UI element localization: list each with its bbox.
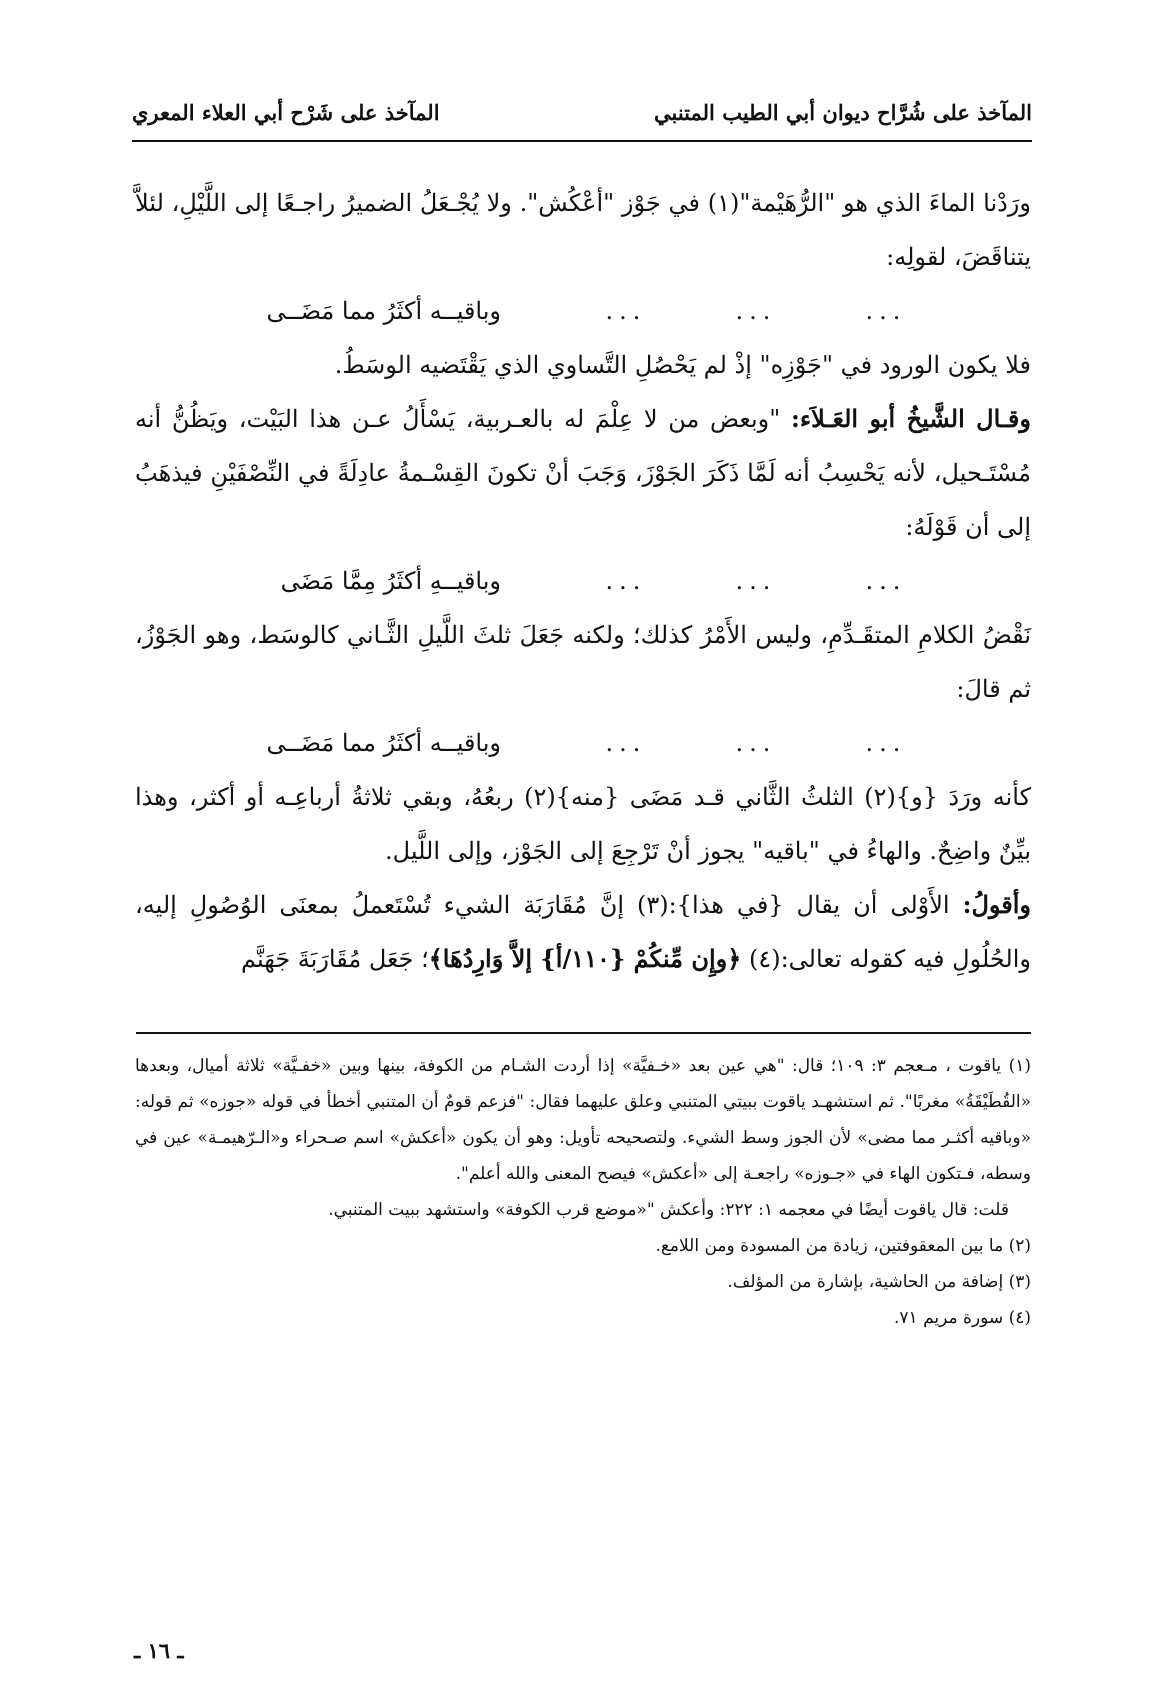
paragraph-6-text-b: ؛ جَعَل مُقَارَبَةَ جَهَنَّم [241, 945, 429, 973]
paragraph-3 [135, 392, 1031, 554]
verse-1-dots-a: ... [865, 297, 907, 325]
verse-2-dots-a: ... [865, 567, 907, 595]
footnote-1-note: قلت: قال ياقوت أيضًا في معجمه ١: ٢٢٢: وأعكش "«موضع قرب الكوفة» واستشهد ببيت المتنبي. [328, 1200, 1009, 1220]
verse-line-1 [135, 284, 1031, 338]
running-header [132, 90, 1032, 142]
verse-line-2 [135, 554, 1031, 608]
quran-quote: ﴿وإِن مِّنكُمْ {١١٠/أ} إلاَّ وَارِدُهَا﴾ [428, 944, 742, 973]
header-section-title: المآخذ على شَرْح أبي العلاء المعري [132, 100, 440, 125]
verse-3-hemistich: وباقيــه أكثَرُ مما مَضَــى [266, 729, 501, 757]
verse-1-hemistich: وباقيــه أكثَرُ مما مَضَــى [266, 297, 501, 325]
main-text [135, 176, 1031, 986]
page-number: ـ ١٦ ـ [134, 1638, 184, 1663]
footnote-4: (٤) سورة مريم ٧١. [894, 1308, 1031, 1328]
verse-3-dots-a: ... [865, 729, 907, 757]
paragraph-4: نَقْضُ الكلامِ المتقَـدِّمِ، وليس الأَمْرُ كذلك؛ ولكنه جَعَلَ ثلثَ اللَّيلِ الثَّـاني كالوسَط، وهو الجَوْزُ، ثم قالَ: [135, 621, 1032, 703]
footnote-separator [136, 1032, 1031, 1034]
verse-3-dots-b: ... [735, 729, 777, 757]
footnotes [135, 1048, 1031, 1336]
footnote-1: (١) ياقوت ، مـعجم ٣: ١٠٩؛ قال: "هي عين بعد «خـفيَّة» إذا أردت الشـام من الكوفة، بينها وبين «خفـيَّة» ثلاثة أميال، وبعدها «القُطَيْقَةُ» مغربًا". ثم استشهـد ياقوت ببيتي المتنبي وعلق عليهما فقال: "فزعم قومٌ أن المتنبي أخطأ في قوله «جوزه» ثم قوله: «وباقيه أكثـر مما مضى» لأن الجوز وسط الشيء. ولتصحيحه تأويل: وهو أن يكون «أعكش» اسم صـحراء و«الـرّهيمـة» عين في وسطه، فـتكون الهاء في «جـوزه» راجعـة إلى «أعكش» فيصح المعنى والله أعلم". [135, 1056, 1031, 1184]
verse-line-3 [135, 716, 1031, 770]
verse-1-dots-c: ... [605, 297, 647, 325]
verse-1-dots-b: ... [735, 297, 777, 325]
footnote-3: (٣) إضافة من الحاشية، بإشارة من المؤلف. [727, 1272, 1031, 1292]
paragraph-1: ورَدْنا الماءَ الذي هو "الرُّهَيْمة"(١) في جَوْز "أعْكُش". ولا يُجْـعَلُ الضميرُ راجـعًا إلى اللَّيْلِ، لئلاَّ يتناقَضَ، لقولِه: [135, 189, 1031, 271]
paragraph-2: فلا يكون الورود في "جَوْزِه" إذْ لم يَحْصُلِ التَّساوي الذي يَقْتَضيه الوسَطُ. [334, 351, 1031, 379]
verse-2-dots-c: ... [605, 567, 647, 595]
verse-2-dots-b: ... [735, 567, 777, 595]
paragraph-3-text: "وبعض من لا عِلْمَ له بالعـربية، يَسْأَلُ عـن هذا البَيْت، ويَظُنُّ أنه مُسْتَـحيل، لأنه يَحْسِبُ أنه لَمَّا ذَكَرَ الجَوْزَ، وَجَبَ أنْ تكونَ القِسْـمةُ عادِلَةً في النِّصْفَيْنِ فيذهَبُ إلى أن قَوْلَهُ: [135, 405, 1032, 541]
paragraph-3-lead: وقـال الشَّيخُ أبو العَـلاَء: [791, 404, 1031, 433]
verse-2-hemistich: وباقيــهِ أكثَرُ مِمَّا مَضَى [280, 567, 501, 595]
paragraph-6 [135, 878, 1031, 986]
footnote-2: (٢) ما بين المعقوفتين، زيادة من المسودة ومن اللامع. [655, 1236, 1031, 1256]
verse-3-dots-c: ... [605, 729, 647, 757]
header-book-title: المآخذ على شُرَّاح ديوان أبي الطيب المتنبي [654, 100, 1032, 125]
paragraph-6-text-a: الأَوْلى أن يقال {في هذا}:(٣) إنَّ مُقَارَبَة الشيء تُسْتَعملُ بمعنَى الوُصُولِ إليه، والحُلُولِ فيه كقوله تعالى:(٤) [135, 891, 1031, 973]
paragraph-6-lead: وأقولُ: [962, 890, 1032, 919]
paragraph-5: كأنه ورَدَ {و}(٢) الثلثُ الثَّاني قـد مَضَى {منه}(٢) ربعُهُ، وبقي ثلاثةُ أرباعِـه أو أكثر، وهذا بيِّنٌ واضِحٌ. والهاءُ في "باقيه" يجوز أنْ تَرْجِعَ إلى الجَوْز، وإلى اللَّيل. [135, 783, 1032, 865]
